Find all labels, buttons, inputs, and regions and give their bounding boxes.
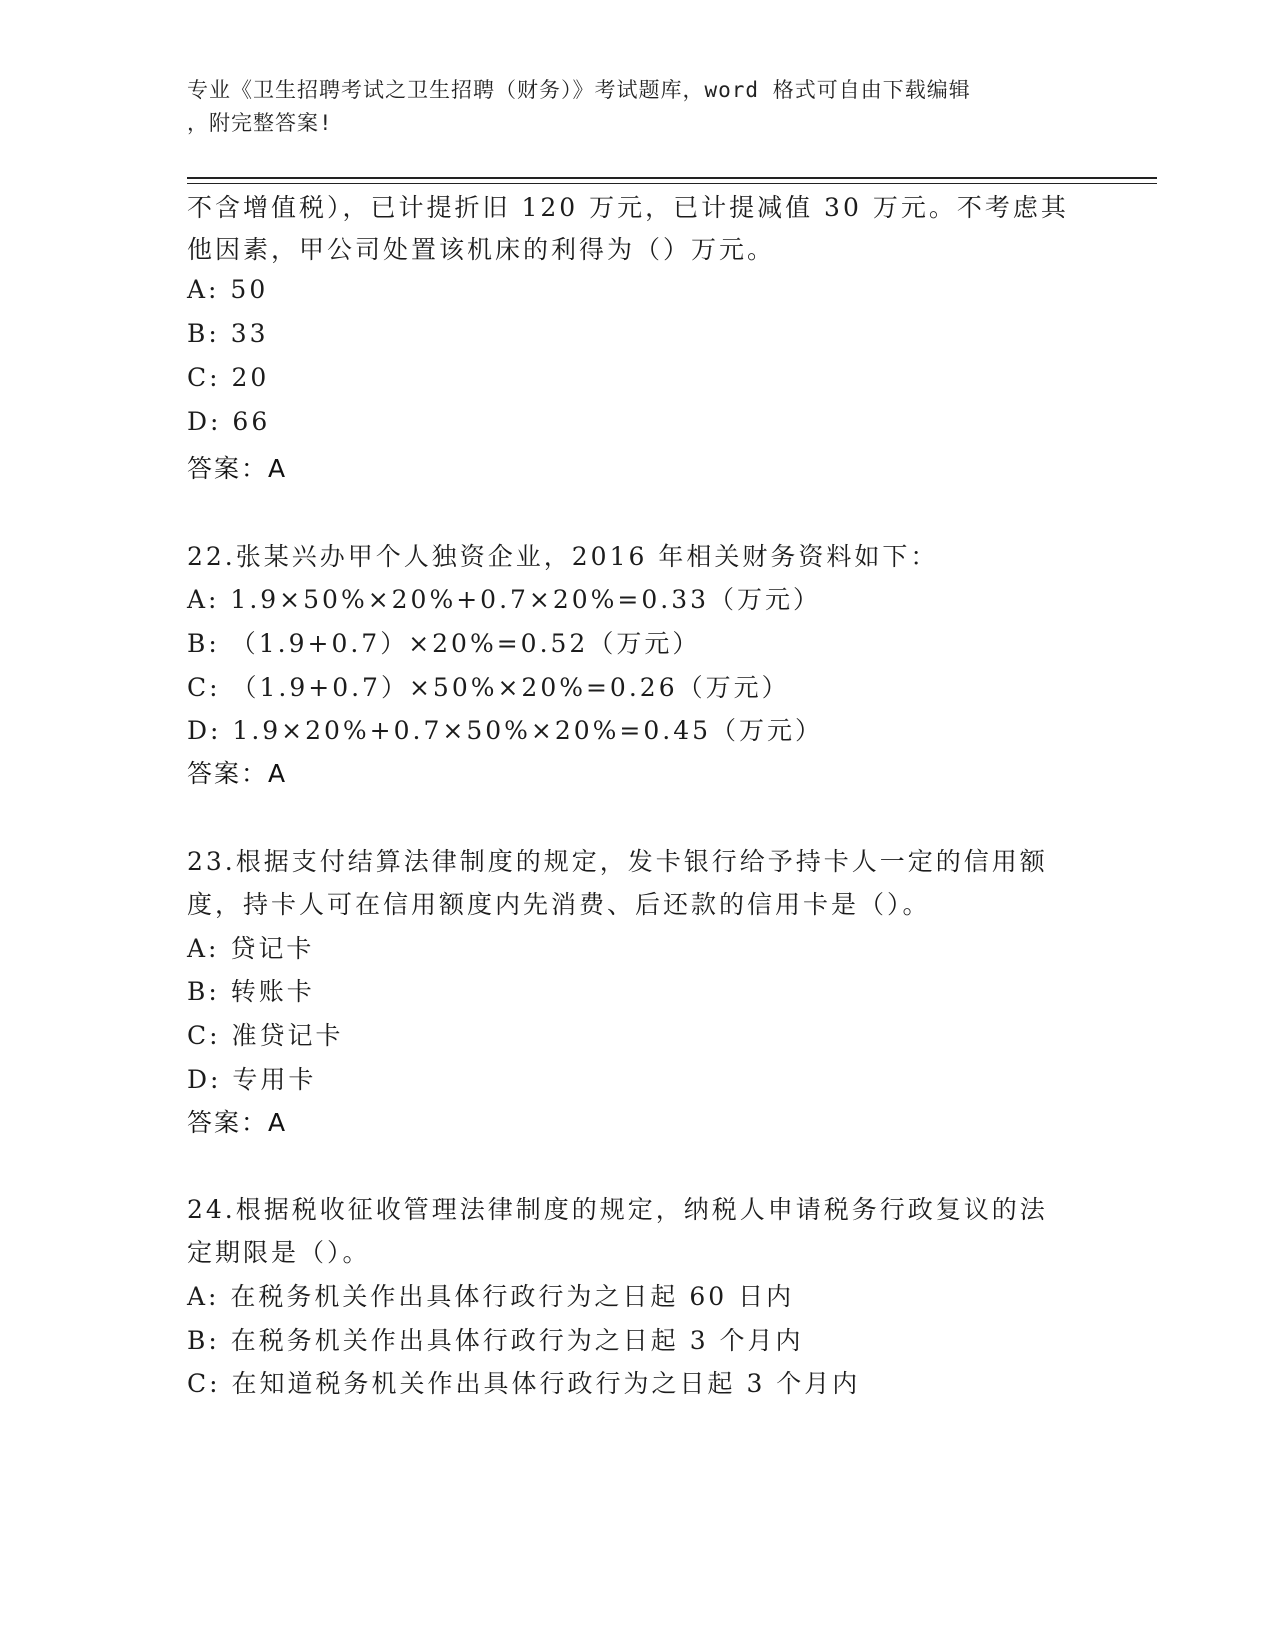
q24-stem-line-2: 定期限是（）。 [187, 1238, 371, 1267]
q24-option-a: A: 在税务机关作出具体行政行为之日起 60 日内 [187, 1282, 795, 1311]
header-divider-thick [187, 177, 1157, 179]
q24-option-b: B: 在税务机关作出具体行政行为之日起 3 个月内 [187, 1326, 804, 1355]
q22-stem-line-1: 22.张某兴办甲个人独资企业，2016 年相关财务资料如下： [187, 542, 939, 571]
q21-option-d: D: 66 [187, 407, 271, 436]
q23-answer: 答案：A [187, 1108, 288, 1137]
q22-option-d: D: 1.9×20%+0.7×50%×20%=0.45（万元） [187, 716, 824, 745]
q21-answer: 答案：A [187, 454, 288, 483]
q23-option-d: D: 专用卡 [187, 1065, 317, 1094]
q24-option-c: C: 在知道税务机关作出具体行政行为之日起 3 个月内 [187, 1369, 861, 1398]
q21-option-a: A: 50 [187, 275, 269, 304]
header-line-1: 专业《卫生招聘考试之卫生招聘（财务）》考试题库，word 格式可自由下载编辑 [187, 78, 971, 102]
q23-option-b: B: 转账卡 [187, 977, 315, 1006]
header-line-2: ，附完整答案! [187, 111, 333, 135]
q22-option-c: C: （1.9+0.7）×50%×20%=0.26（万元） [187, 673, 790, 702]
q23-stem-line-1: 23.根据支付结算法律制度的规定，发卡银行给予持卡人一定的信用额 [187, 847, 1048, 876]
q23-option-a: A: 贷记卡 [187, 934, 315, 963]
q21-stem-line-2: 他因素，甲公司处置该机床的利得为（）万元。 [187, 235, 776, 264]
header-divider-thin [187, 183, 1157, 184]
q24-stem-line-1: 24.根据税收征收管理法律制度的规定，纳税人申请税务行政复议的法 [187, 1195, 1048, 1224]
q21-stem-line-1: 不含增值税），已计提折旧 120 万元，已计提减值 30 万元。不考虑其 [187, 193, 1069, 222]
q21-option-b: B: 33 [187, 319, 269, 348]
q23-option-c: C: 准贷记卡 [187, 1021, 344, 1050]
q23-stem-line-2: 度，持卡人可在信用额度内先消费、后还款的信用卡是（）。 [187, 890, 931, 919]
document-header [187, 74, 1067, 140]
q22-option-a: A: 1.9×50%×20%+0.7×20%=0.33（万元） [187, 585, 822, 614]
q22-option-b: B: （1.9+0.7）×20%=0.52（万元） [187, 629, 701, 658]
q21-option-c: C: 20 [187, 363, 270, 392]
q22-answer: 答案：A [187, 759, 288, 788]
